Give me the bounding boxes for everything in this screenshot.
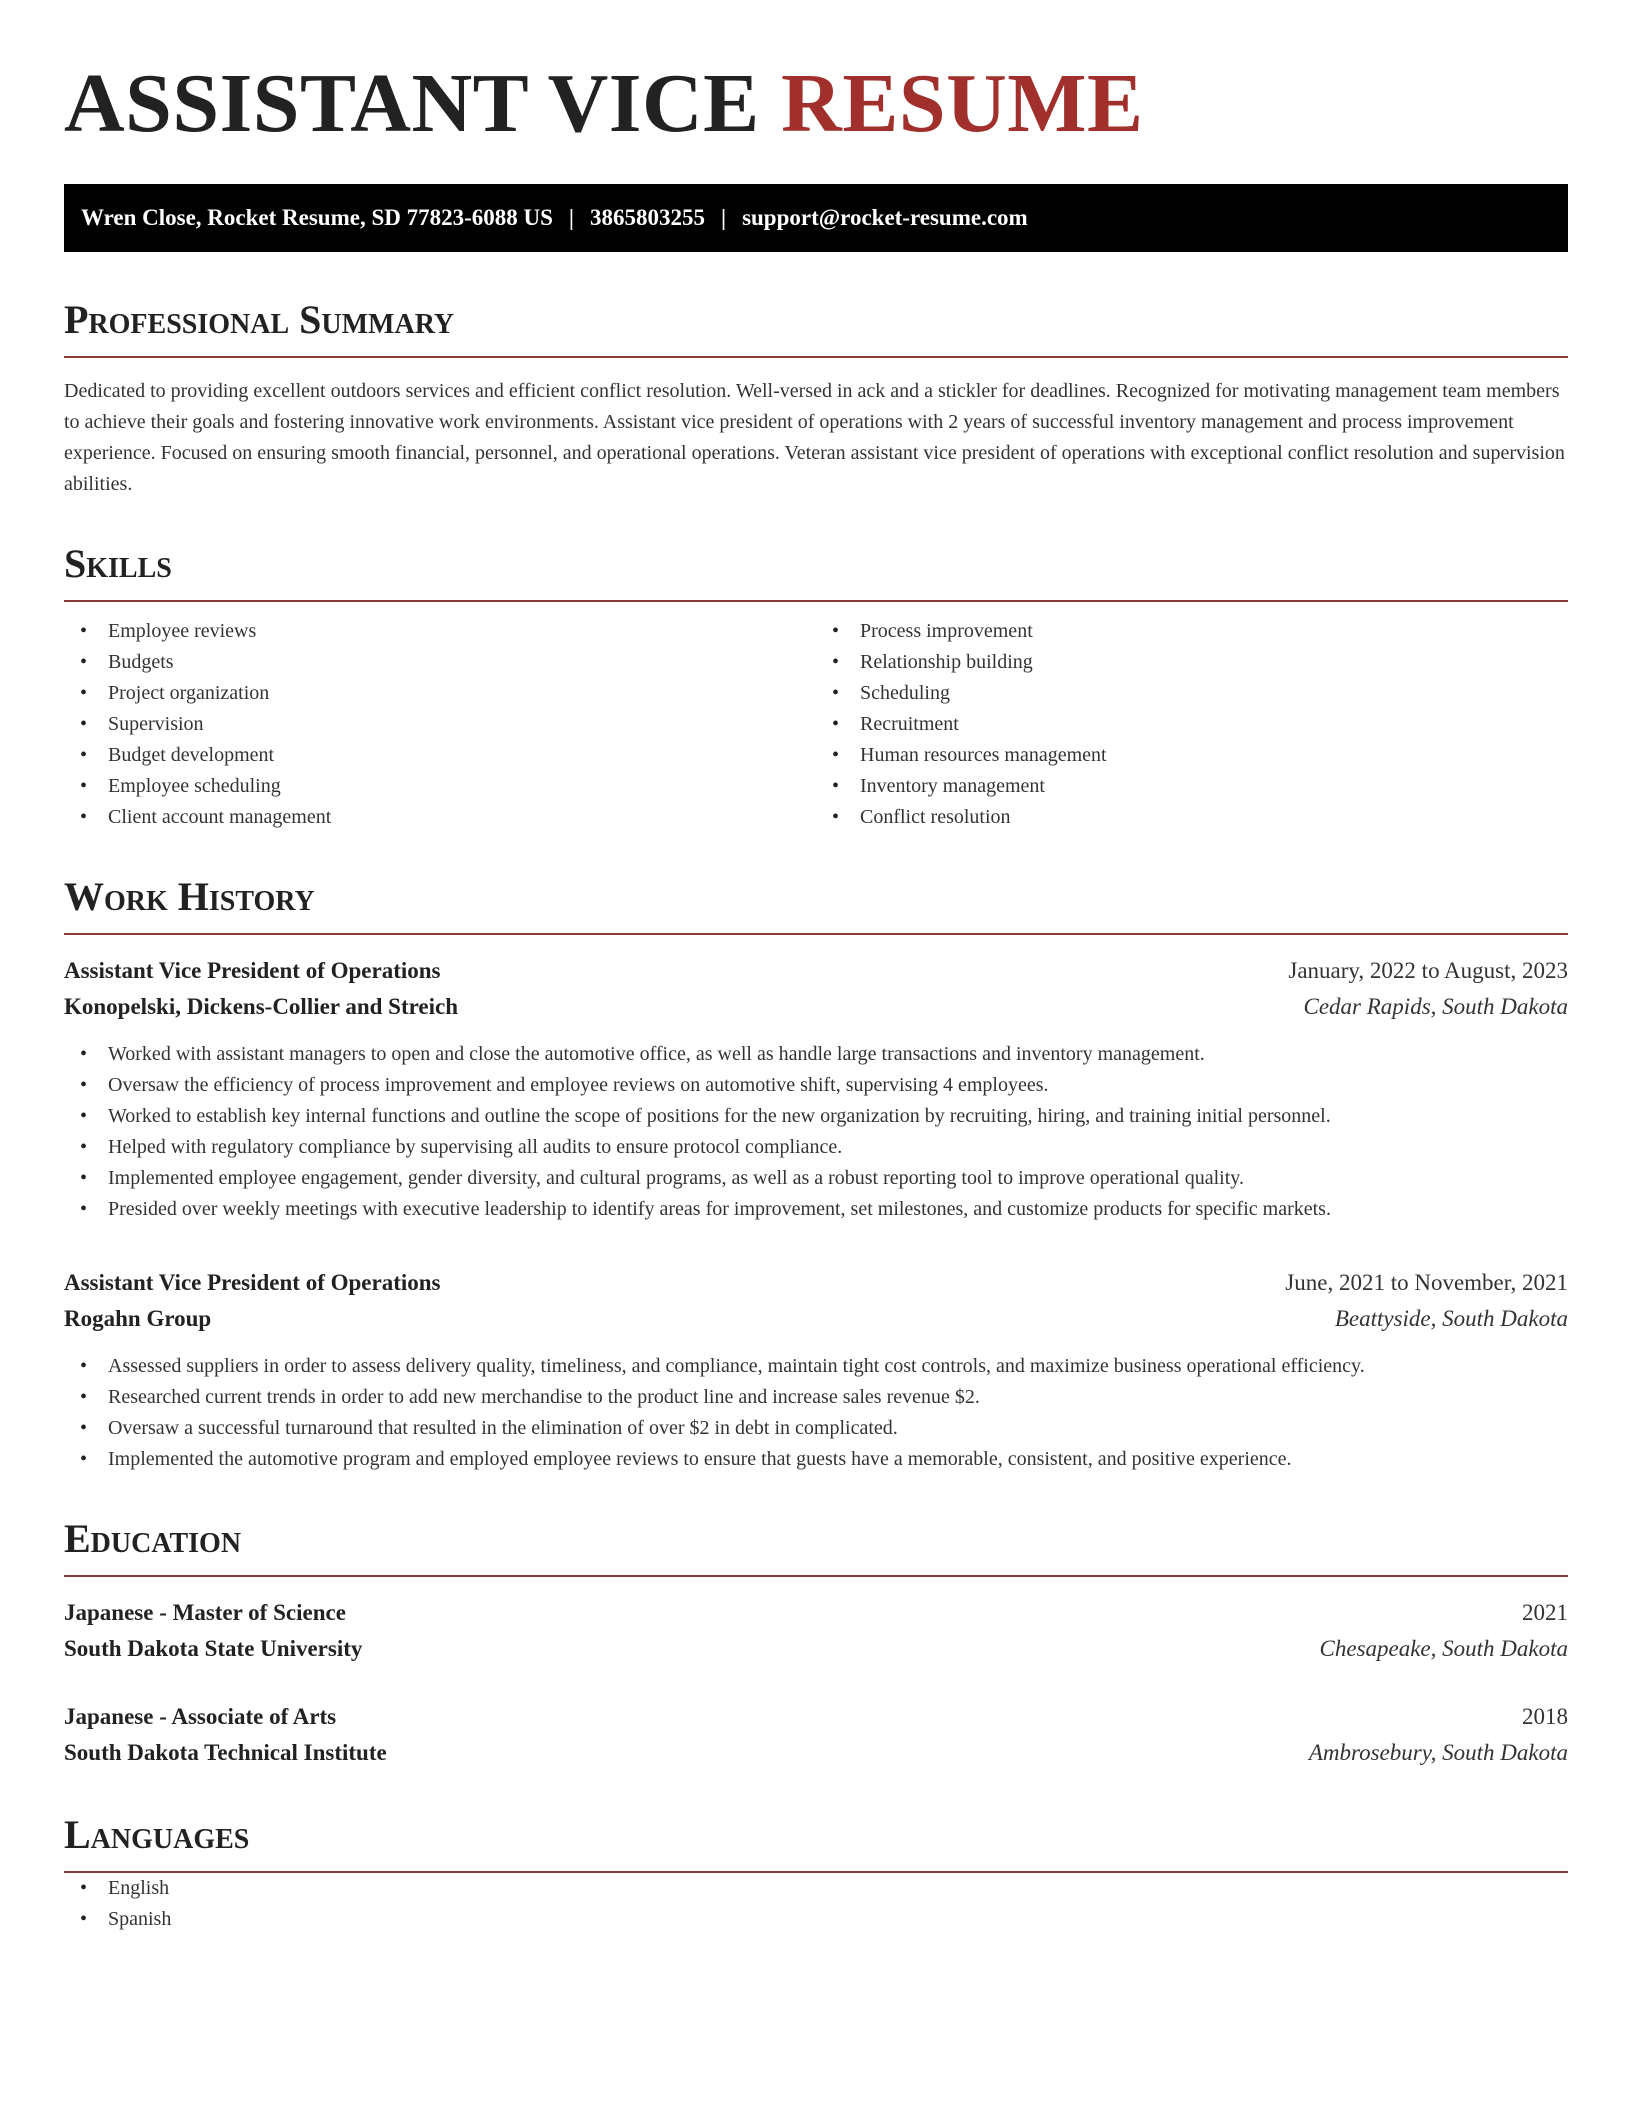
skill-item: • Conflict resolution	[816, 802, 1568, 833]
job-bullet: • Oversaw a successful turnaround that resulted in the elimination of over $2 in debt in complicated.	[64, 1413, 1568, 1444]
job-bullet: • Assessed suppliers in order to assess delivery quality, timeliness, and compliance, maintain tight cost controls, and maximize business operational efficiency.	[64, 1351, 1568, 1382]
job-bullet: • Presided over weekly meetings with executive leadership to identify areas for improvement, set milestones, and customize products for specific markets.	[64, 1194, 1568, 1225]
contact-separator: |	[720, 205, 727, 230]
language-item: • English	[64, 1873, 1568, 1904]
job-company-row	[64, 989, 1568, 1025]
job-bullets	[64, 1039, 1568, 1225]
skill-item: • Employee reviews	[64, 616, 816, 647]
job-bullet: • Implemented the automotive program and employed employee reviews to ensure that guests have a memorable, consistent, and positive experience.	[64, 1444, 1568, 1475]
contact-separator: |	[568, 205, 574, 230]
job-bullet: • Oversaw the efficiency of process improvement and employee reviews on automotive shift, supervising 4 employees.	[64, 1070, 1568, 1101]
school: South Dakota Technical Institute	[64, 1740, 387, 1765]
job-title: Assistant Vice President of Operations	[64, 958, 441, 983]
skills-columns	[64, 616, 1568, 833]
skill-item: • Scheduling	[816, 678, 1568, 709]
skill-item: • Inventory management	[816, 771, 1568, 802]
degree-row	[64, 1699, 1568, 1735]
job-location: Cedar Rapids, South Dakota	[1303, 994, 1568, 1019]
school-location: Ambrosebury, South Dakota	[1308, 1740, 1568, 1765]
job-bullet: • Worked with assistant managers to open and close the automotive office, as well as handle large transactions and inventory management.	[64, 1039, 1568, 1070]
job-title-row	[64, 1265, 1568, 1301]
graduation-year: 2018	[1522, 1704, 1568, 1729]
job-company: Konopelski, Dickens-Collier and Streich	[64, 994, 459, 1019]
title-accent: RESUME	[781, 57, 1144, 150]
education-list	[64, 1595, 1568, 1771]
skill-item: • Relationship building	[816, 647, 1568, 678]
skill-item: • Process improvement	[816, 616, 1568, 647]
skill-item: • Client account management	[64, 802, 816, 833]
degree-row	[64, 1595, 1568, 1631]
job-company-row	[64, 1301, 1568, 1337]
resume-title	[64, 0, 1568, 150]
languages-list	[64, 1873, 1568, 1935]
school-row	[64, 1631, 1568, 1667]
skills-heading: Skills	[64, 542, 1568, 602]
title-main: ASSISTANT VICE	[64, 57, 760, 150]
job-bullet: • Helped with regulatory compliance by supervising all audits to ensure protocol compliance.	[64, 1132, 1568, 1163]
job-bullets	[64, 1351, 1568, 1475]
education-entry	[64, 1699, 1568, 1771]
job-bullet: • Researched current trends in order to add new merchandise to the product line and increase sales revenue $2.	[64, 1382, 1568, 1413]
school: South Dakota State University	[64, 1636, 363, 1661]
degree: Japanese - Master of Science	[64, 1600, 346, 1625]
contact-email: support@rocket-resume.com	[742, 205, 1028, 230]
skill-item: • Supervision	[64, 709, 816, 740]
summary-text: Dedicated to providing excellent outdoors services and efficient conflict resolution. Well-versed in ack and a stickler for deadlines. Recognized for motivating management team members to achieve their goals and fostering innovative work environments. Assistant vice president of operations with 2 years of successful inventory management and process improvement experience. Focused on ensuring smooth financial, personnel, and operational operations. Veteran assistant vice president of operations with exceptional conflict resolution and supervision abilities.	[64, 380, 1565, 495]
job-location: Beattyside, South Dakota	[1334, 1306, 1568, 1331]
skills-list-left	[64, 616, 816, 833]
education-entry	[64, 1595, 1568, 1667]
contact-address: Wren Close, Rocket Resume, SD 77823-6088 US	[81, 205, 553, 230]
school-location: Chesapeake, South Dakota	[1319, 1636, 1568, 1661]
summary-heading: Professional Summary	[64, 298, 1568, 358]
work-heading: Work History	[64, 875, 1568, 935]
language-item: • Spanish	[64, 1904, 1568, 1935]
languages-heading: Languages	[64, 1813, 1568, 1873]
skill-item: • Employee scheduling	[64, 771, 816, 802]
skill-item: • Budgets	[64, 647, 816, 678]
degree: Japanese - Associate of Arts	[64, 1704, 337, 1729]
job-dates: June, 2021 to November, 2021	[1285, 1270, 1568, 1295]
skill-item: • Project organization	[64, 678, 816, 709]
skill-item: • Human resources management	[816, 740, 1568, 771]
job-entry	[64, 953, 1568, 1225]
skill-item: • Budget development	[64, 740, 816, 771]
job-bullet: • Implemented employee engagement, gender diversity, and cultural programs, as well as a robust reporting tool to improve operational quality.	[64, 1163, 1568, 1194]
contact-phone: 3865803255	[589, 205, 705, 230]
job-title: Assistant Vice President of Operations	[64, 1270, 441, 1295]
education-heading: Education	[64, 1517, 1568, 1577]
graduation-year: 2021	[1522, 1600, 1568, 1625]
skills-list-right	[816, 616, 1568, 833]
contact-bar	[64, 184, 1568, 252]
job-entry	[64, 1265, 1568, 1475]
job-title-row	[64, 953, 1568, 989]
skill-item: • Recruitment	[816, 709, 1568, 740]
job-dates: January, 2022 to August, 2023	[1288, 958, 1568, 983]
job-bullet: • Worked to establish key internal functions and outline the scope of positions for the new organization by recruiting, hiring, and training initial personnel.	[64, 1101, 1568, 1132]
school-row	[64, 1735, 1568, 1771]
job-company: Rogahn Group	[64, 1306, 212, 1331]
